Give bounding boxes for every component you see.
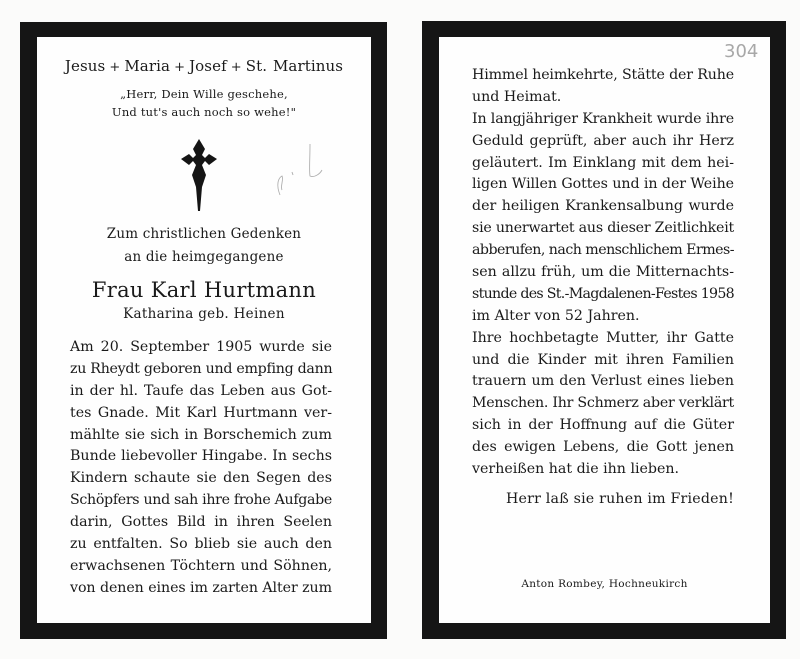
invocation-jesus: Jesus — [64, 57, 106, 75]
plus-separator: + — [174, 60, 186, 75]
memorial-line-2: an die heimgegangene — [124, 249, 284, 265]
text-line: Am 20. September 1905 wurde sie — [70, 339, 332, 355]
printer-credit: Anton Rombey, Hochneukirch — [521, 578, 688, 590]
cross-shape — [181, 139, 217, 211]
text-line: zu Rheydt geboren und empfing dann — [70, 360, 333, 377]
text-line: sen allzu früh, um die Mitternachts- — [472, 264, 734, 281]
card-front-paper — [37, 37, 371, 623]
text-line: Menschen. Ihr Schmerz aber verklärt — [472, 395, 734, 412]
text-line: geläutert. Im Einklang mit dem hei- — [472, 154, 734, 171]
invocation-st-martinus: St. Martinus — [245, 57, 344, 75]
text-line: sich in der Hoffnung auf die Güter — [472, 417, 734, 434]
text-line: sie unerwartet aus dieser Zeitlichkeit — [472, 220, 734, 237]
text-line: und Heimat. — [472, 88, 562, 105]
text-line: der heiligen Krankensalbung wurde — [472, 198, 734, 215]
text-line: mählte sie sich in Borschemich zum — [70, 426, 332, 443]
text-line: Schöpfers und sah ihre frohe Aufgabe — [70, 492, 332, 509]
text-line: abberufen, nach menschlichem Ermes- — [472, 242, 734, 259]
memorial-card-front — [20, 22, 387, 639]
quote-line-1: „Herr, Dein Wille geschehe, — [120, 87, 288, 101]
closing-prayer: Herr laß sie ruhen im Frieden! — [505, 491, 734, 507]
text-line: tes Gnade. Mit Karl Hurtmann ver- — [70, 404, 332, 421]
text-line: zu entfalten. So blieb sie auch den — [70, 536, 332, 553]
obituary-text — [472, 65, 734, 482]
archive-number-pencil — [722, 37, 762, 63]
text-line: und die Kinder mit ihren Familien — [472, 351, 734, 368]
quote-line-2: Und tut's auch noch so wehe!" — [111, 105, 297, 119]
memorial-line-1: Zum christlichen Gedenken — [106, 226, 302, 242]
text-line: darin, Gottes Bild in ihren Seelen — [70, 514, 332, 531]
handwritten-initials-icon — [270, 140, 325, 200]
plus-separator: + — [109, 60, 121, 75]
text-line: im Alter von 52 Jahren. — [472, 307, 640, 324]
cross-icon — [180, 137, 218, 213]
archive-number-text: 304 — [724, 41, 759, 62]
text-line: stunde des St.-Magdalenen-Festes 1958 — [472, 285, 734, 302]
memorial-heading — [37, 223, 371, 269]
card-back-paper — [439, 37, 770, 623]
biography-text — [70, 337, 332, 600]
text-line: Kindern schaute sie den Segen des — [70, 470, 332, 487]
maiden-name: Katharina geb. Heinen — [123, 306, 285, 322]
memorial-card-back — [422, 21, 786, 639]
text-line: Bunde liebevoller Hingabe. In sechs — [70, 448, 332, 465]
text-line: Geduld geprüft, aber auch ihr Herz — [472, 132, 734, 149]
invocation-josef: Josef — [189, 57, 227, 75]
invocation-maria: Maria — [124, 57, 171, 75]
invocation-line — [37, 57, 371, 77]
deceased-name: Frau Karl Hurtmann — [91, 278, 317, 302]
text-line: trauern um den Verlust eines lieben — [472, 373, 734, 390]
text-line: Himmel heimkehrte, Stätte der Ruhe — [472, 67, 734, 83]
text-line: des ewigen Lebens, die Gott jenen — [472, 439, 734, 456]
text-line: in der hl. Taufe das Leben aus Got- — [70, 382, 332, 399]
text-line: Ihre hochbetagte Mutter, ihr Gatte — [472, 329, 734, 346]
prayer-quote — [37, 85, 371, 121]
text-line: verheißen hat die ihn lieben. — [472, 461, 680, 478]
text-line: erwachsenen Töchtern und Söhnen, — [70, 557, 332, 574]
text-line: ligen Willen Gottes und in der Weihe — [472, 176, 734, 193]
text-line: In langjähriger Krankheit wurde ihre — [472, 110, 734, 127]
text-line: von denen eines im zarten Alter zum — [70, 579, 332, 596]
plus-separator: + — [230, 60, 242, 75]
